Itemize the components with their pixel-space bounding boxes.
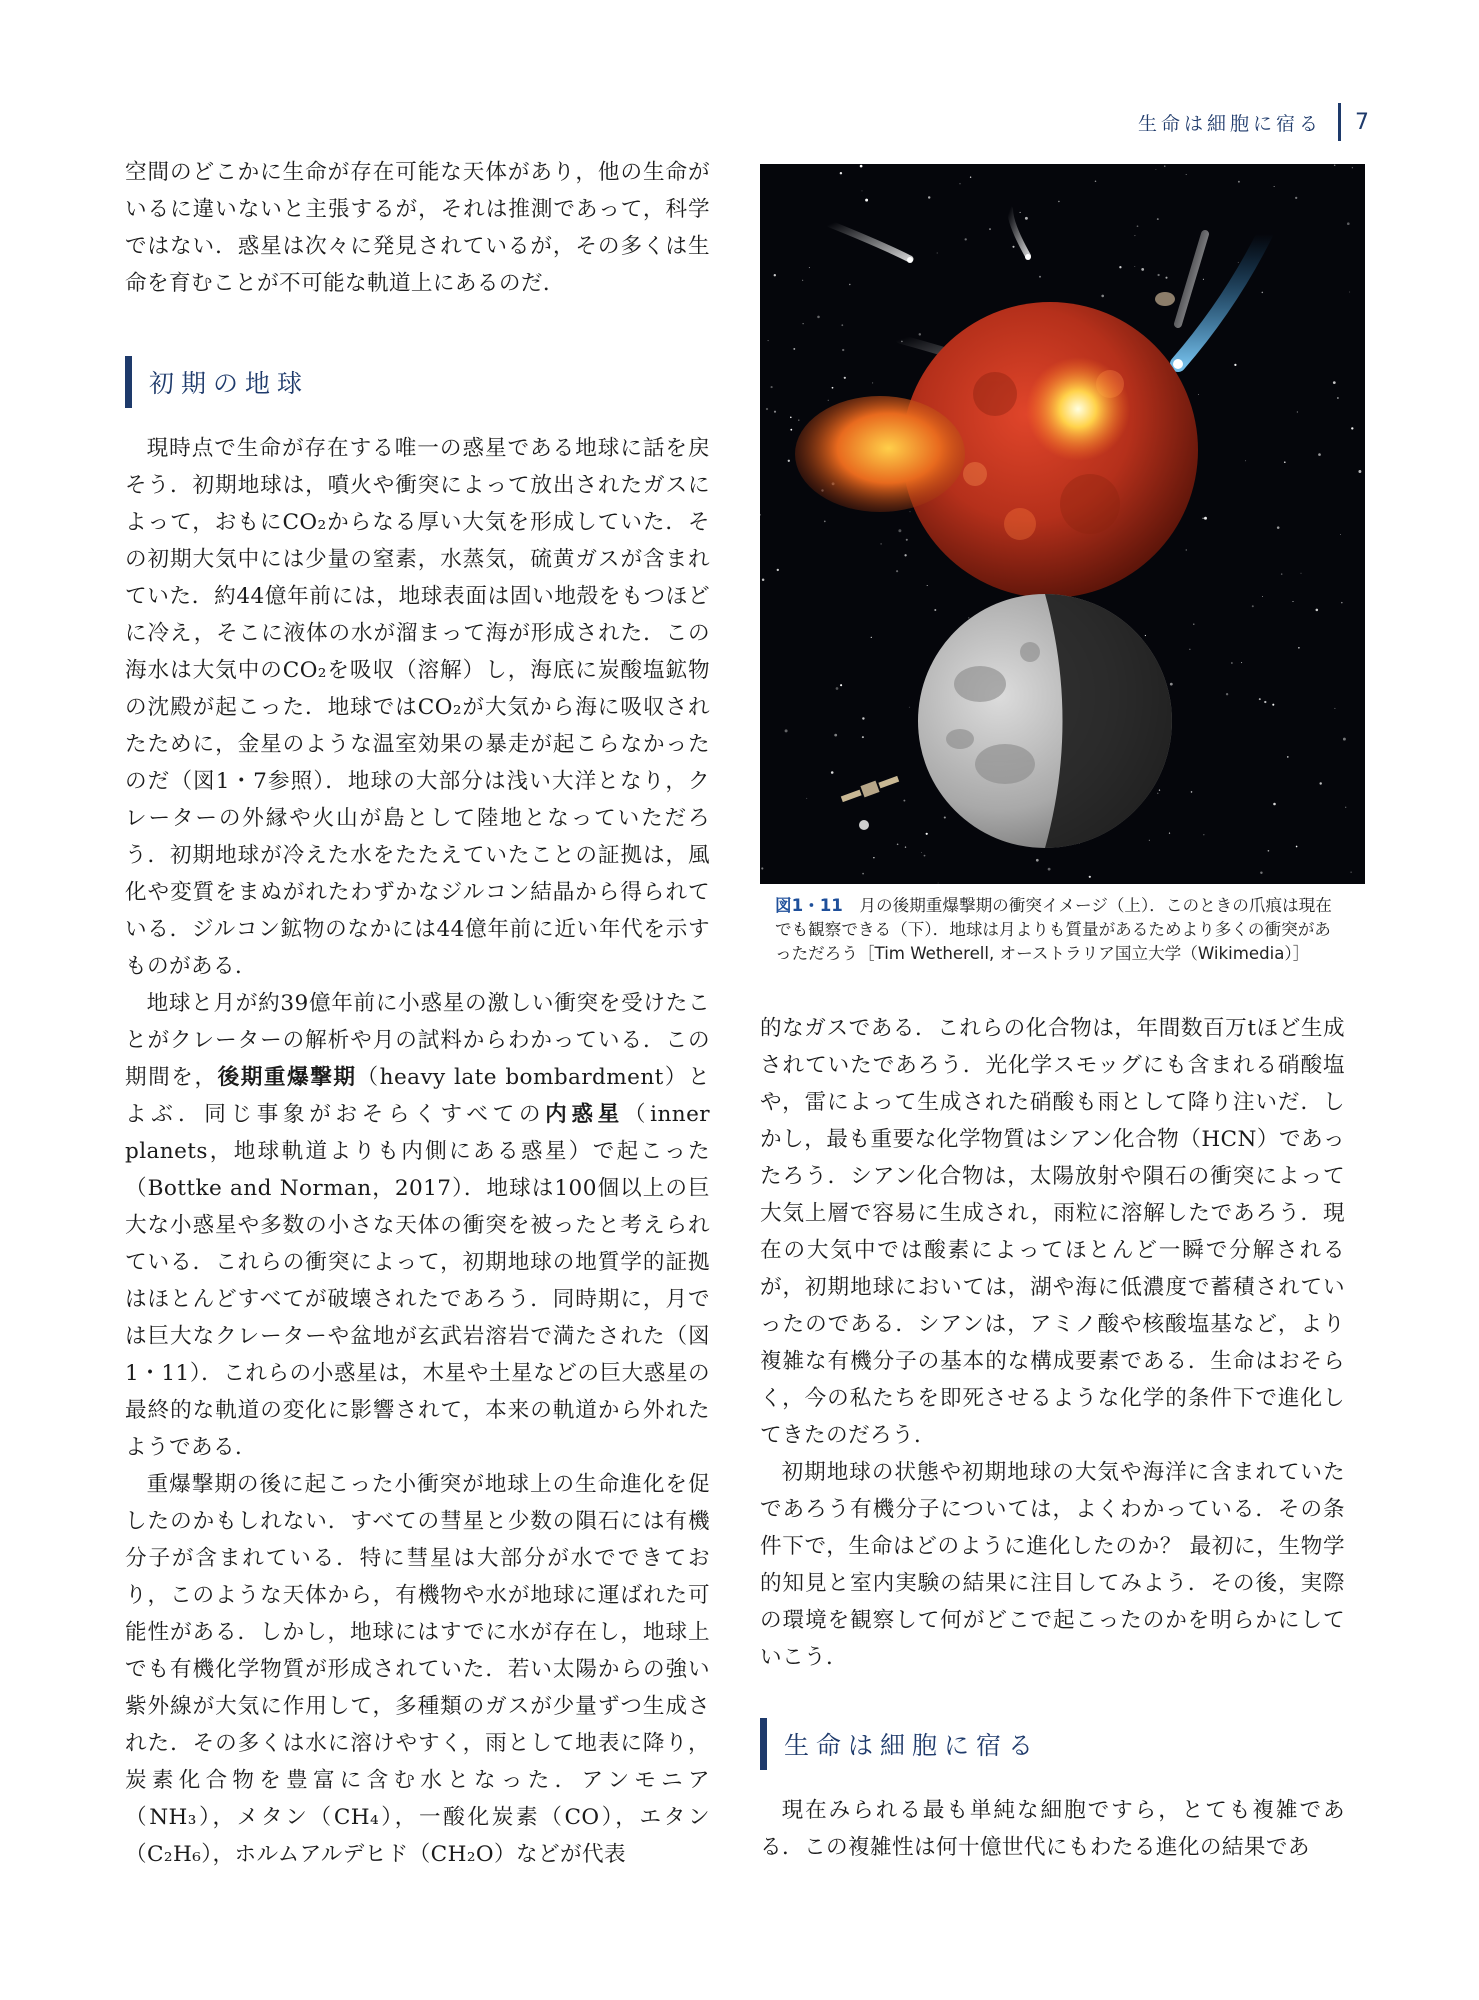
star (927, 585, 928, 586)
star (1226, 693, 1228, 695)
star (1186, 174, 1187, 175)
star (1351, 427, 1353, 429)
star (1191, 791, 1193, 793)
star (809, 267, 810, 268)
star (937, 252, 938, 253)
star (1012, 246, 1014, 248)
star (865, 199, 868, 202)
star (1350, 872, 1351, 873)
paragraph-simplest-cells: 現在みられる最も単純な細胞ですら，とても複雑である．この複雑性は何十億世代にもわたる進化の結果であ (760, 1798, 1345, 1860)
star (880, 543, 882, 545)
star (849, 284, 850, 285)
star (1301, 573, 1302, 574)
star (1343, 738, 1346, 741)
star (1272, 704, 1274, 706)
comet-head (1025, 254, 1031, 260)
star (860, 165, 863, 168)
star (1281, 573, 1282, 574)
header-divider (1338, 103, 1341, 141)
star (1333, 381, 1336, 384)
running-header (1138, 100, 1369, 144)
figure-caption (775, 894, 1345, 966)
star (1203, 834, 1204, 835)
star (989, 228, 991, 230)
star (790, 429, 792, 431)
star (970, 177, 971, 178)
star (831, 771, 834, 774)
star (862, 873, 864, 875)
star (1048, 868, 1051, 871)
star (871, 637, 872, 638)
star (924, 855, 926, 857)
star (1020, 212, 1021, 213)
star (1095, 181, 1097, 183)
star (909, 707, 910, 708)
star (1334, 165, 1336, 167)
star (766, 408, 768, 410)
star (1252, 605, 1254, 607)
star (1352, 167, 1353, 168)
page-number: 7 (1355, 109, 1369, 135)
star (1296, 846, 1298, 848)
star (1347, 222, 1350, 225)
left-column (125, 154, 710, 1873)
paragraph-conditions: 初期地球の状態や初期地球の大気や海洋に含まれていたであろう有機分子については，よくわかっている．その条件下で，生命はどのように進化したのか？ 最初に，生物学的知見と室内実験の結果に注目してみよう．その後，実際の環境を観察して何がどこで起こったのかを明らかにしていこう． (760, 1460, 1345, 1670)
text-run: （heavy late bombardment）とよぶ．同じ事象がおそらくすべての (125, 1065, 711, 1127)
star (903, 800, 905, 802)
star (1264, 701, 1266, 703)
star (832, 387, 834, 389)
impact-illustration-image (760, 164, 1365, 884)
star (828, 400, 829, 401)
star (1149, 840, 1150, 841)
star (965, 238, 967, 240)
star (1157, 793, 1158, 794)
paragraph-early-earth: 現時点で生命が存在する唯一の惑星である地球に話を戻そう．初期地球は，噴火や衝突によって放出されたガスによって，おもにCO₂からなる厚い大気を形成していた．その初期大気中には少量の窒素，水蒸気，硫黄ガスが含まれていた．約44億年前には，地球表面は固い地殻をもつほどに冷え，そこに液体の水が溜まって海が形成された．この海水は大気中のCO₂を吸収（溶解）し，海底に炭酸塩鉱物の沈殿が起こった．地球ではCO₂が大気から海に吸収されたために，金星のような温室効果の暴走が起こらなかったのだ（図1・7参照）．地球の大部分は浅い大洋となり，クレーターの外縁や火山が島として陸地となっていただろう．初期地球が冷えた水をたたえていたことの証拠は，風化や変質をまぬがれたわずかなジルコン結晶から得られている．ジルコン鉱物のなかには44億年前に近い年代を示すものがある． (125, 436, 710, 979)
star (926, 833, 928, 835)
star (872, 382, 873, 383)
star (824, 521, 826, 523)
star (938, 883, 939, 884)
impact-flash (1026, 357, 1130, 461)
star (1119, 266, 1121, 268)
star (1025, 217, 1028, 220)
star (862, 717, 864, 719)
star (898, 529, 901, 532)
star (762, 579, 765, 582)
star (1089, 876, 1091, 878)
star (862, 736, 864, 738)
star (768, 340, 769, 341)
comet-head (907, 257, 913, 263)
star (919, 333, 921, 335)
star (1198, 394, 1199, 395)
term-inner-planets: 内惑星 (545, 1102, 624, 1127)
star (806, 798, 807, 799)
star (960, 183, 961, 184)
star (1058, 201, 1059, 202)
figure-number: 図1・11 (775, 896, 843, 915)
star (1159, 789, 1160, 790)
comet-head (1173, 359, 1183, 369)
star (1203, 279, 1204, 280)
star (1137, 225, 1139, 227)
impact-fireball (795, 396, 965, 512)
star (761, 867, 763, 869)
paragraph-bombardment (125, 985, 710, 1466)
star (1202, 518, 1203, 519)
star (1165, 277, 1167, 279)
star (774, 274, 776, 276)
star (928, 196, 930, 198)
star (798, 419, 799, 420)
text-run: （inner planets，地球軌道よりも内側にある惑星）で起こった（Bottke and Norman，2017）．地球は100個以上の巨大な小惑星や多数の小さな天体の衝突を被ったと考えられている．これらの衝突によって，初期地球の地質学的証拠はほとんどすべてが破壊されたであろう．同時期に，月では巨大なクレーターや盆地が玄武岩溶岩で満たされた（図1・11）．これらの小惑星は，木星や土星などの巨大惑星の最終的な軌道の変化に影響されて，本来の軌道から外れたようである． (125, 1102, 711, 1460)
star (1193, 624, 1194, 625)
star (1340, 534, 1341, 535)
star (802, 280, 803, 281)
paragraph-small-impacts: 重爆撃期の後に起こった小衝突が地球上の生命進化を促したのかもしれない．すべての彗星と少数の隕石には有機分子が含まれている．特に彗星は大部分が水でできており，このような天体から，有機物や水が地球に運ばれた可能性がある．しかし，地球にはすでに水が存在し，地球上でも有機化学物質が形成されていた．若い太陽からの強い紫外線が大気に作用して，多種類のガスが少量ずつ生成された．その多くは水に溶けやすく，雨として地表に降り，炭素化合物を豊富に含む水となった．アンモニア（NH₃），メタン（CH₄），一酸化炭素（CO），エタン（C₂H₆），ホルムアルデヒド（CH₂O）などが代表 (125, 1472, 710, 1867)
star (1316, 609, 1319, 612)
star (774, 411, 776, 413)
star (897, 844, 899, 846)
star (905, 846, 906, 847)
star (777, 569, 779, 571)
star (803, 323, 804, 324)
star (1298, 647, 1300, 649)
star (944, 816, 946, 818)
star (1189, 649, 1190, 650)
star (841, 324, 843, 326)
star (1268, 850, 1270, 852)
star (1134, 266, 1135, 267)
star (1241, 662, 1242, 663)
star (1157, 218, 1159, 220)
figure-impact-illustration (760, 164, 1365, 884)
star (1318, 453, 1321, 456)
star (1292, 601, 1293, 602)
star (836, 687, 839, 690)
star (906, 539, 908, 541)
star (793, 348, 795, 350)
star (921, 852, 922, 853)
star (1169, 833, 1170, 834)
star (1145, 635, 1146, 636)
star (1287, 756, 1289, 758)
star (817, 316, 820, 319)
star (904, 554, 906, 556)
star (873, 857, 874, 858)
star (1134, 235, 1135, 236)
star (1141, 268, 1144, 271)
star (790, 417, 792, 419)
star (1349, 291, 1350, 292)
star (840, 172, 842, 174)
star (1341, 602, 1343, 604)
section-heading-early-earth: 初期の地球 (125, 356, 710, 408)
star (1295, 197, 1297, 199)
star (1157, 274, 1159, 276)
star (788, 460, 790, 462)
figure-caption-text: 月の後期重爆撃期の衝突イメージ（上）．このときの爪痕は現在でも観察できる（下）．地球は月よりも質量があるためより多くの衝突があっただろう［Tim Wetherell, オーストラリア国立大学（Wikimedia）］ (775, 896, 1332, 963)
star (1245, 460, 1246, 461)
star (968, 617, 969, 618)
running-title: 生命は細胞に宿る (1137, 112, 1322, 135)
text-run: 地球と月が約39億年前に小惑星の激しい衝突を受けたことがクレーターの解析や月の試料からわかっている．この期間を， (125, 991, 710, 1090)
term-late-heavy-bombardment: 後期重爆撃期 (217, 1065, 357, 1090)
asteroid (1155, 292, 1175, 306)
star (1234, 364, 1236, 366)
star (842, 349, 844, 351)
star (834, 734, 837, 737)
star (1036, 859, 1039, 862)
star (1262, 596, 1263, 597)
star (1186, 549, 1187, 550)
star (1337, 397, 1339, 399)
paragraph-gases-continued: 的なガスである．これらの化合物は，年間数百万tほど生成されていたであろう．光化学スモッグにも含まれる硝酸塩や，雷によって生成された硝酸も雨として降り注いだ．しかし，最も重要な化学物質はシアン化合物（HCN）であったろう．シアン化合物は，太陽放射や隕石の衝突によって大気上層で容易に生成され，雨粒に溶解したであろう．現在の大気中では酸素によってほとんど一瞬で分解されるが，初期地球においては，湖や海に低濃度で蓄積されていったのである．シアンは，アミノ酸や核酸塩基など，より複雑な有機分子の基本的な構成要素である．生命はおそらく，今の私たちを即死させるような化学的条件下で進化してきたのだろう． (760, 1016, 1345, 1448)
star (840, 684, 842, 686)
star (844, 377, 846, 379)
star (1273, 803, 1276, 806)
star (1170, 683, 1173, 686)
star (1259, 698, 1261, 700)
star (771, 386, 773, 388)
star (1334, 708, 1335, 709)
star (785, 729, 788, 732)
star (1231, 662, 1232, 663)
star (1204, 517, 1207, 520)
star (910, 511, 911, 512)
star (1345, 807, 1346, 808)
star (1319, 782, 1321, 784)
star (1284, 461, 1286, 463)
star (1238, 181, 1240, 183)
star (1358, 470, 1361, 473)
star (1274, 186, 1275, 187)
star (896, 570, 898, 572)
star (1101, 295, 1104, 298)
star (1260, 872, 1262, 874)
star (1277, 526, 1280, 529)
star (1039, 276, 1041, 278)
right-column (760, 1010, 1345, 1866)
star (1164, 165, 1165, 166)
star (1297, 411, 1298, 412)
star (934, 609, 936, 611)
star (1155, 169, 1156, 170)
star (1238, 262, 1239, 263)
paragraph-intro-continued: 空間のどこかに生命が存在可能な天体があり，他の生命がいるに違いないと主張するが，それは推測であって，科学ではない．惑星は次々に発見されているが，その多くは生命を育むことが不可能な軌道上にあるのだ． (125, 160, 710, 296)
star (862, 190, 863, 191)
star (1262, 292, 1264, 294)
small-asteroid (859, 820, 869, 830)
section-heading-life-in-cells: 生命は細胞に宿る (760, 1718, 1345, 1770)
